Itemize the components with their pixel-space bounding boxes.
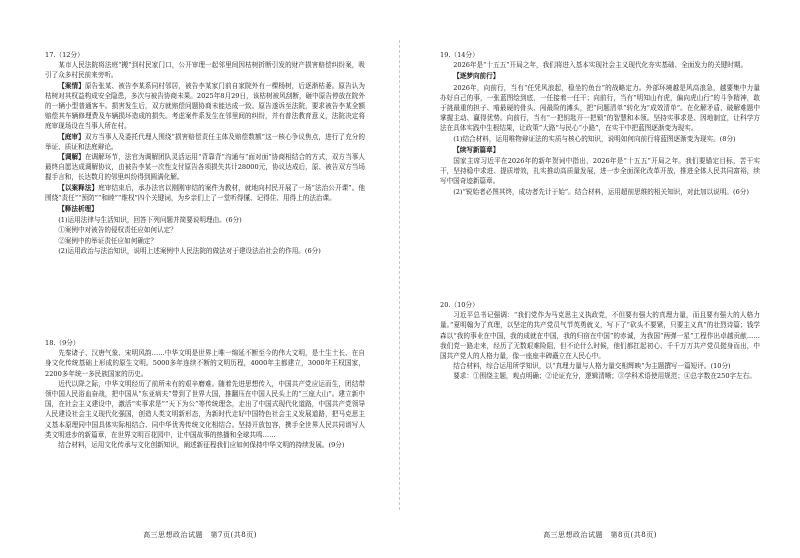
material-paragraph-2: 近代以降之际，中华文明经历了前所未有的艰辛磨难。随着先进思想传入，中国共产党应运而生，团结带领中国人民浴血奋战，把中国从“东亚病夫”带到了世界大国，推翻压在中国人民头上的“三座大山”。建立新中国，在社会主义建设中，激活“实事求是”“天下为公”等传统理念，走出了中国式现代化道路，中国共产党领导人民建设社会主义现代化强国，创造人类文明新形态，为新时代走好中国特色社会主义发展道路，把马克思主义基本原理同中国具体实际相结合、同中华优秀传统文化相结合。坚持开放包容，携手全世界人民共同谱写人类文明进步的新篇章，在世界文明百花园中，让中国故事的热播和全球共鸣…… bbox=[45, 379, 365, 439]
section-text-1: 2026年，向前行，当有“任凭风浪起，稳坐钓鱼台”的战略定力。外部环境越是风高浪急，越要集中力量办好自己的事，一张蓝图绘到底，一任接着一任干；向前行，当有“明知山有虎，偏向虎山行”的斗争精神，敢于挑最重的担子、啃最硬的骨头、闯最险的滩头，把“问题清单”转化为“成效清单”。在化解矛盾、破解难题中掌握主动、赢得优势。向前行，当有“一把钥匙开一把锁”的智慧和本领。坚持实事求是、因地制宜，让科学方法在具体实践中生根结果，让政策“大路”与民心“小路”，在实干中把蓝图逐渐变为现实。 bbox=[440, 83, 760, 133]
question-number: 18.（9分） bbox=[45, 339, 80, 347]
case-paragraph bbox=[45, 81, 365, 132]
question-17 bbox=[45, 50, 365, 256]
question-prompt: 结合材料，运用文化传承与文化创新知识，阐述新征程我们应如何保持中华文明的持续发展。(9分) bbox=[58, 441, 345, 450]
question-number: 17.（12分） bbox=[45, 51, 84, 59]
sub-question-1b: ②案例中的举证责任应如何确定？ bbox=[58, 236, 158, 245]
section-text: 双方当事人及委托代理人围绕“损害赔偿责任主体及赔偿数额”这一核心争议焦点，进行了充分的举证、质证和法庭辩论。 bbox=[45, 132, 365, 151]
question-number: 19.（14分） bbox=[440, 51, 479, 59]
question-19 bbox=[440, 50, 760, 197]
section-text: 原告张某、被告李某系同村邻居，被告李某家门前自家院外有一棵杨树，后逐渐枯萎。原告认为枯树对其权益构成安全隐患，多次与被告协商未果。2025年8月29日，该枯树被风刮断，砸中原告停放在院外的一辆小型普通客车。损害发生后，双方就赔偿问题协商未能达成一致。原告遂诉至法院，要求被告李某全额赔偿其车辆修理费及车辆损坏造成的损失。考虑案件系发生在邻里间的纠纷，并有普法教育意义，法院决定将庭审现场设在当事人所在村。 bbox=[45, 81, 365, 131]
section-heading-1: 【逐梦向前行】 bbox=[453, 72, 500, 81]
sub-question-1a: ①案例中对被告的侵权责任应如何认定？ bbox=[58, 226, 177, 235]
question-18 bbox=[45, 338, 365, 450]
question-20 bbox=[440, 300, 760, 382]
section-label: 【庭审】 bbox=[58, 132, 85, 141]
section-label: 【案情】 bbox=[58, 81, 85, 90]
material-paragraph-1: 先秦诸子、汉唐气象、宋明风韵……中华文明是世界上唯一绵延不断至今的伟大文明，是土生土长、在自身文化传统基础上形成的原生文明。5000多年连续不断的文明历程，4000年主都建立，3000年王权国家，2200多年统一多民族国家的历史。 bbox=[45, 349, 365, 378]
sub-question-1: (1)结合材料，运用唯物辩证法的实质与核心的知识，说明如何向前行将蓝图逐渐变为现实。(8分) bbox=[453, 134, 736, 143]
material-paragraph-1: 习近平总书记强调：“我们党作为马克思主义执政党，不但要有强大的真理力量，而且要有强大的人格力量。”夏明翰为了真理，以坚定的共产党员气节英勇就义，写下了“砍头不要紧，只要主义真”的壮烈诗篇；钱学森以“我的事业在中国，我的成就在中国，我的归宿在中国”的赤诚，为我国“两弹一星”工程作出卓越贡献……我们党一路走来，经历了无数艰难险阻，但不论什么时候，他们都扛起初心、千千万万共产党员挺身而出，中国共产党人的人格力量，像一座座丰碑矗立在人民心中。 bbox=[440, 311, 760, 361]
page-8 bbox=[400, 0, 800, 558]
section-text-2: 国家主席习近平在2026年的新年贺词中指出，2026年是“十五五”开局之年。我们要锚定目标，苦干实干，坚持稳中求进、提质增效，扎实推动高质量发展，进一步全面深化改革开放，推进全体人民共同富裕，续写中国奇迹新篇章。 bbox=[440, 157, 760, 186]
section-text: 庭审结束后，承办法官以刚刚审结的案件为教材，就地向村民开展了一场“法治公开课”。他围绕“责任”“预防”“和睦”“维权”四个关键词，为乡亲们上了一堂听得懂、记得住、用得上的法治课。 bbox=[45, 183, 365, 202]
question-intro: 2026年是“十五五”开局之年，我们将进入基本实现社会主义现代化夯实基础、全面发力的关键时期。 bbox=[453, 61, 748, 70]
edu-paragraph bbox=[45, 183, 365, 203]
section-label: 【以案释法】 bbox=[58, 183, 99, 192]
page-footer: 高三思想政治试题 第7页(共8页) bbox=[143, 531, 257, 539]
court-paragraph bbox=[45, 132, 365, 152]
mediate-paragraph bbox=[45, 152, 365, 183]
answer-requirements: 要求：①围绕主题，观点明确；②论证充分，逻辑清晰；③学科术语使用规范；④总字数在250字左右。 bbox=[453, 372, 756, 381]
sub-question-2: (2)“锐始者必图其终，成功者先计于始”。结合材料，运用超前思维的相关知识，对此加以说明。(6分) bbox=[453, 187, 749, 196]
section-text: 在调解环节，法官为调解团队灵活运用“背靠背”沟通与“面对面”协商相结合的方式，双方当事人最终自愿达成调解协议，由被告李某一次性支付原告各项损失共计28000元，协议达成后，原、被告双方当场握手言和，长达数月的邻里纠纷得到圆满化解。 bbox=[45, 153, 366, 182]
question-intro: 某市人民法院将法庭“搬”到村民家门口，公开审理一起邻里间因枯树折断引发的财产损害赔偿纠纷案，吸引了众多村民前来旁听。 bbox=[45, 61, 365, 80]
page-footer: 高三思想政治试题 第8页(共8页) bbox=[543, 531, 657, 539]
analysis-heading: 【释法析理】 bbox=[58, 205, 98, 214]
sub-question-1: (1)运用法律与生活知识，回答下列问题并简要说明理由。(6分) bbox=[58, 216, 242, 225]
question-prompt: 结合材料，综合运用所学知识，以“真理力量与人格力量交相辉映”为主题撰写一篇短评。(10分) bbox=[453, 362, 731, 371]
section-heading-2: 【续写新篇章】 bbox=[453, 145, 500, 154]
question-number: 20.（10分） bbox=[440, 301, 479, 309]
section-label: 【调解】 bbox=[58, 153, 85, 162]
sub-question-2: (2)运用政治与法治知识，说明上述案例中人民法院的做法对于建设法治社会的作用。(6分) bbox=[58, 246, 321, 255]
